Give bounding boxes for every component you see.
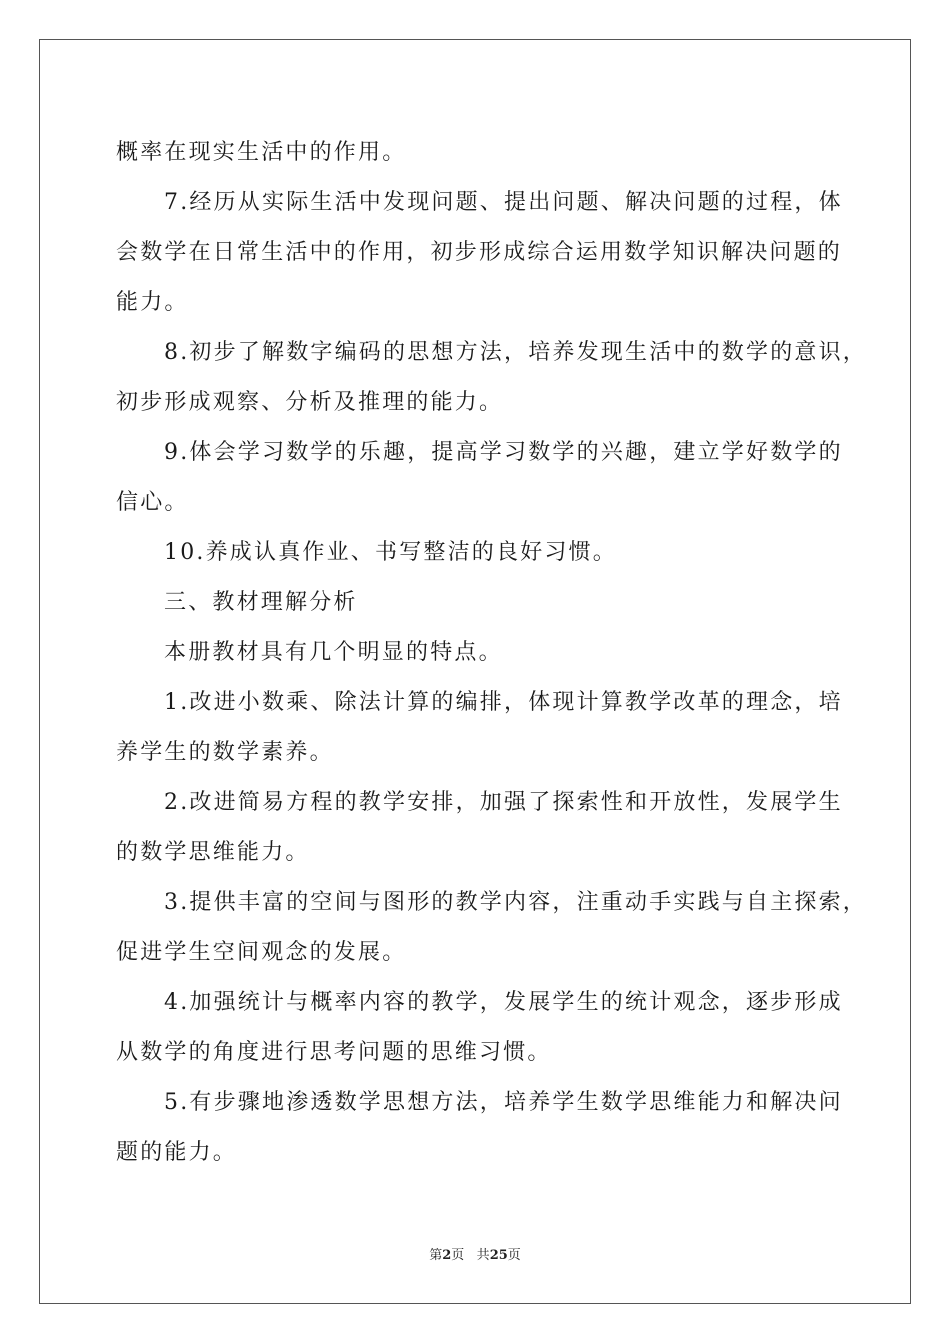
paragraph-start: 本册教材具有几个明显的特点。 bbox=[164, 640, 503, 665]
section-heading: 三、教材理解分析 bbox=[164, 590, 358, 615]
text-line: 题的能力。 bbox=[116, 1140, 238, 1165]
paragraph-start: 5.有步骤地渗透数学思想方法，培养学生数学思维能力和解决问 bbox=[164, 1090, 843, 1115]
paragraph-start: 3.提供丰富的空间与图形的教学内容，注重动手实践与自主探索， bbox=[164, 890, 867, 915]
text-line: 促进学生空间观念的发展。 bbox=[116, 940, 407, 965]
text-line: 能力。 bbox=[116, 290, 189, 315]
current-page-number: 2 bbox=[442, 1248, 452, 1263]
paragraph-start: 8.初步了解数字编码的思想方法，培养发现生活中的数学的意识， bbox=[164, 340, 867, 365]
page-footer bbox=[0, 1247, 950, 1265]
text-line: 的数学思维能力。 bbox=[116, 840, 310, 865]
page-suffix: 页 bbox=[451, 1248, 465, 1263]
paragraph-start: 7.经历从实际生活中发现问题、提出问题、解决问题的过程，体 bbox=[164, 190, 843, 215]
text-line: 信心。 bbox=[116, 490, 189, 515]
text-line: 概率在现实生活中的作用。 bbox=[116, 140, 407, 165]
text-line: 养学生的数学素养。 bbox=[116, 740, 334, 765]
text-line: 会数学在日常生活中的作用，初步形成综合运用数学知识解决问题的 bbox=[116, 240, 843, 265]
paragraph-start: 10.养成认真作业、书写整洁的良好习惯。 bbox=[164, 540, 617, 565]
paragraph-start: 4.加强统计与概率内容的教学，发展学生的统计观念，逐步形成 bbox=[164, 990, 843, 1015]
total-suffix: 页 bbox=[507, 1248, 521, 1263]
text-line: 初步形成观察、分析及推理的能力。 bbox=[116, 390, 504, 415]
total-prefix: 共 bbox=[476, 1248, 490, 1263]
paragraph-start: 2.改进简易方程的教学安排，加强了探索性和开放性，发展学生 bbox=[164, 790, 843, 815]
paragraph-start: 1.改进小数乘、除法计算的编排，体现计算教学改革的理念，培 bbox=[164, 690, 843, 715]
text-line: 从数学的角度进行思考问题的思维习惯。 bbox=[116, 1040, 552, 1065]
page-prefix: 第 bbox=[429, 1248, 443, 1263]
paragraph-start: 9.体会学习数学的乐趣，提高学习数学的兴趣，建立学好数学的 bbox=[164, 440, 843, 465]
total-pages-number: 25 bbox=[489, 1248, 508, 1263]
document-body bbox=[116, 128, 867, 1178]
